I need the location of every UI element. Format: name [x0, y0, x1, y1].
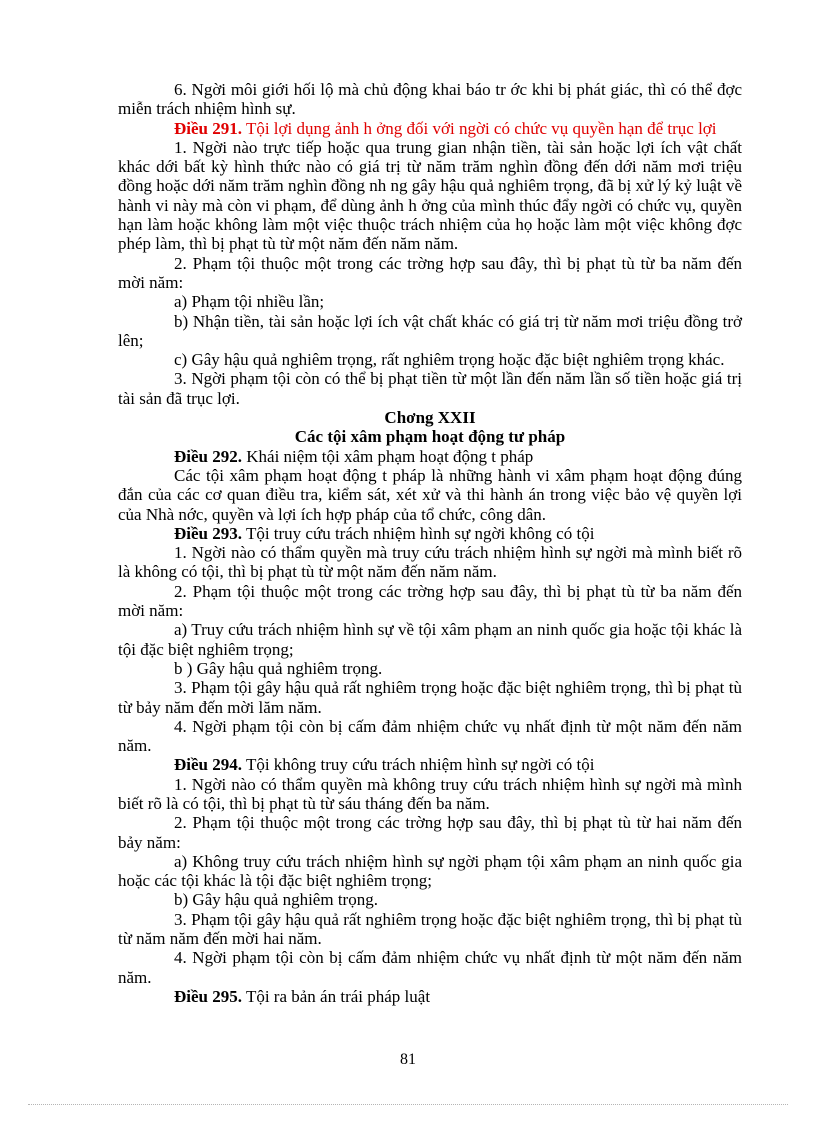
- article-number: Điều 295.: [174, 986, 242, 1006]
- paragraph: 4. Ngời phạm tội còn bị cấm đảm nhiệm chức vụ nhất định từ một năm đến năm năm.: [118, 948, 742, 987]
- paragraph: 3. Phạm tội gây hậu quả rất nghiêm trọng hoặc đặc biệt nghiêm trọng, thì bị phạt tù từ bảy năm đến mời lăm năm.: [118, 678, 742, 717]
- paragraph: 3. Phạm tội gây hậu quả rất nghiêm trọng hoặc đặc biệt nghiêm trọng, thì bị phạt tù từ năm năm đến mời hai năm.: [118, 909, 742, 949]
- paragraph: 2. Phạm tội thuộc một trong các trờng hợp sau đây, thì bị phạt tù từ ba năm đến mời năm:: [118, 581, 742, 621]
- paragraph: 1. Ngời nào có thẩm quyền mà truy cứu trách nhiệm hình sự ngời mà mình biết rõ là không có tội, thì bị phạt tù từ một năm đến năm năm.: [118, 543, 742, 582]
- list-item: a) Không truy cứu trách nhiệm hình sự ngời phạm tội xâm phạm an ninh quốc gia hoặc các tội khác là tội đặc biệt nghiêm trọng;: [118, 851, 742, 891]
- paragraph: 6. Ngời môi giới hối lộ mà chủ động khai báo tr ớc khi bị phát giác, thì có thể đợc miễn trách nhiệm hình sự.: [118, 80, 742, 119]
- article-heading-293: [118, 524, 742, 543]
- paragraph: Các tội xâm phạm hoạt động t pháp là những hành vi xâm phạm hoạt động đúng đắn của các cơ quan điều tra, kiểm sát, xét xử và thi hành án trong việc bảo vệ quyền lợi của Nhà nớc, quyền và lợi ích hợp pháp của tổ chức, công dân.: [118, 465, 742, 524]
- list-item: b) Gây hậu quả nghiêm trọng.: [174, 890, 378, 910]
- chapter-number: Chơng XXII: [384, 408, 476, 428]
- document-page: [118, 80, 742, 1006]
- article-heading-294: [118, 755, 742, 774]
- chapter-title: Các tội xâm phạm hoạt động tư pháp: [294, 427, 566, 447]
- page-bottom-divider: [28, 1104, 788, 1105]
- article-heading-291: [118, 119, 742, 138]
- list-item: b) Nhận tiền, tài sản hoặc lợi ích vật chất khác có giá trị từ năm mơi triệu đồng trở lên;: [118, 311, 742, 350]
- article-heading-292: [118, 447, 742, 466]
- article-title: Khái niệm tội xâm phạm hoạt động t pháp: [242, 446, 534, 466]
- list-item: a) Truy cứu trách nhiệm hình sự về tội xâm phạm an ninh quốc gia hoặc tội khác là tội đặc biệt nghiêm trọng;: [118, 620, 742, 659]
- article-number: Điều 294.: [174, 755, 242, 775]
- paragraph: 3. Ngời phạm tội còn có thể bị phạt tiền từ một lần đến năm lần số tiền hoặc giá trị tài sản đã trục lợi.: [118, 369, 742, 408]
- article-title: Tội không truy cứu trách nhiệm hình sự ngời có tội: [242, 755, 595, 775]
- paragraph: 2. Phạm tội thuộc một trong các trờng hợp sau đây, thì bị phạt tù từ hai năm đến bảy năm:: [118, 813, 742, 852]
- article-title: Tội ra bản án trái pháp luật: [242, 986, 431, 1006]
- list-item: c) Gây hậu quả nghiêm trọng, rất nghiêm trọng hoặc đặc biệt nghiêm trọng khác.: [174, 350, 725, 370]
- paragraph: 1. Ngời nào có thẩm quyền mà không truy cứu trách nhiệm hình sự ngời mà mình biết rõ là có tội, thì bị phạt tù từ sáu tháng đến ba năm.: [118, 774, 742, 813]
- paragraph: 1. Ngời nào trực tiếp hoặc qua trung gian nhận tiền, tài sản hoặc lợi ích vật chất khác dới bất kỳ hình thức nào có giá trị từ năm trăm nghìn đồng đến dới năm mơi triệu đồng hoặc dới năm trăm nghìn đồng nh ng gây hậu quả nghiêm trọng, đã bị xử lý kỷ luật về hành vi này mà còn vi phạm, để dùng ảnh h ởng của mình thúc đẩy ngời có chức vụ, quyền hạn làm hoặc không làm một việc thuộc trách nhiệm của họ hoặc làm một việc không đợc phép làm, thì bị phạt tù từ một năm đến năm năm.: [118, 137, 742, 254]
- article-title: Tội lợi dụng ảnh h ởng đối với ngời có chức vụ quyền hạn để trục lợi: [242, 118, 717, 138]
- article-number: Điều 293.: [174, 523, 242, 543]
- paragraph: 4. Ngời phạm tội còn bị cấm đảm nhiệm chức vụ nhất định từ một năm đến năm năm.: [118, 716, 742, 756]
- list-item: a) Phạm tội nhiều lần;: [174, 292, 325, 312]
- article-number: Điều 291.: [174, 118, 242, 138]
- list-item: b ) Gây hậu quả nghiêm trọng.: [174, 658, 383, 678]
- page-number: 81: [400, 1051, 416, 1068]
- paragraph: 2. Phạm tội thuộc một trong các trờng hợp sau đây, thì bị phạt tù từ ba năm đến mời năm:: [118, 253, 742, 292]
- article-heading-295: [118, 987, 742, 1006]
- article-number: Điều 292.: [174, 446, 242, 466]
- article-title: Tội truy cứu trách nhiệm hình sự ngời không có tội: [242, 523, 595, 543]
